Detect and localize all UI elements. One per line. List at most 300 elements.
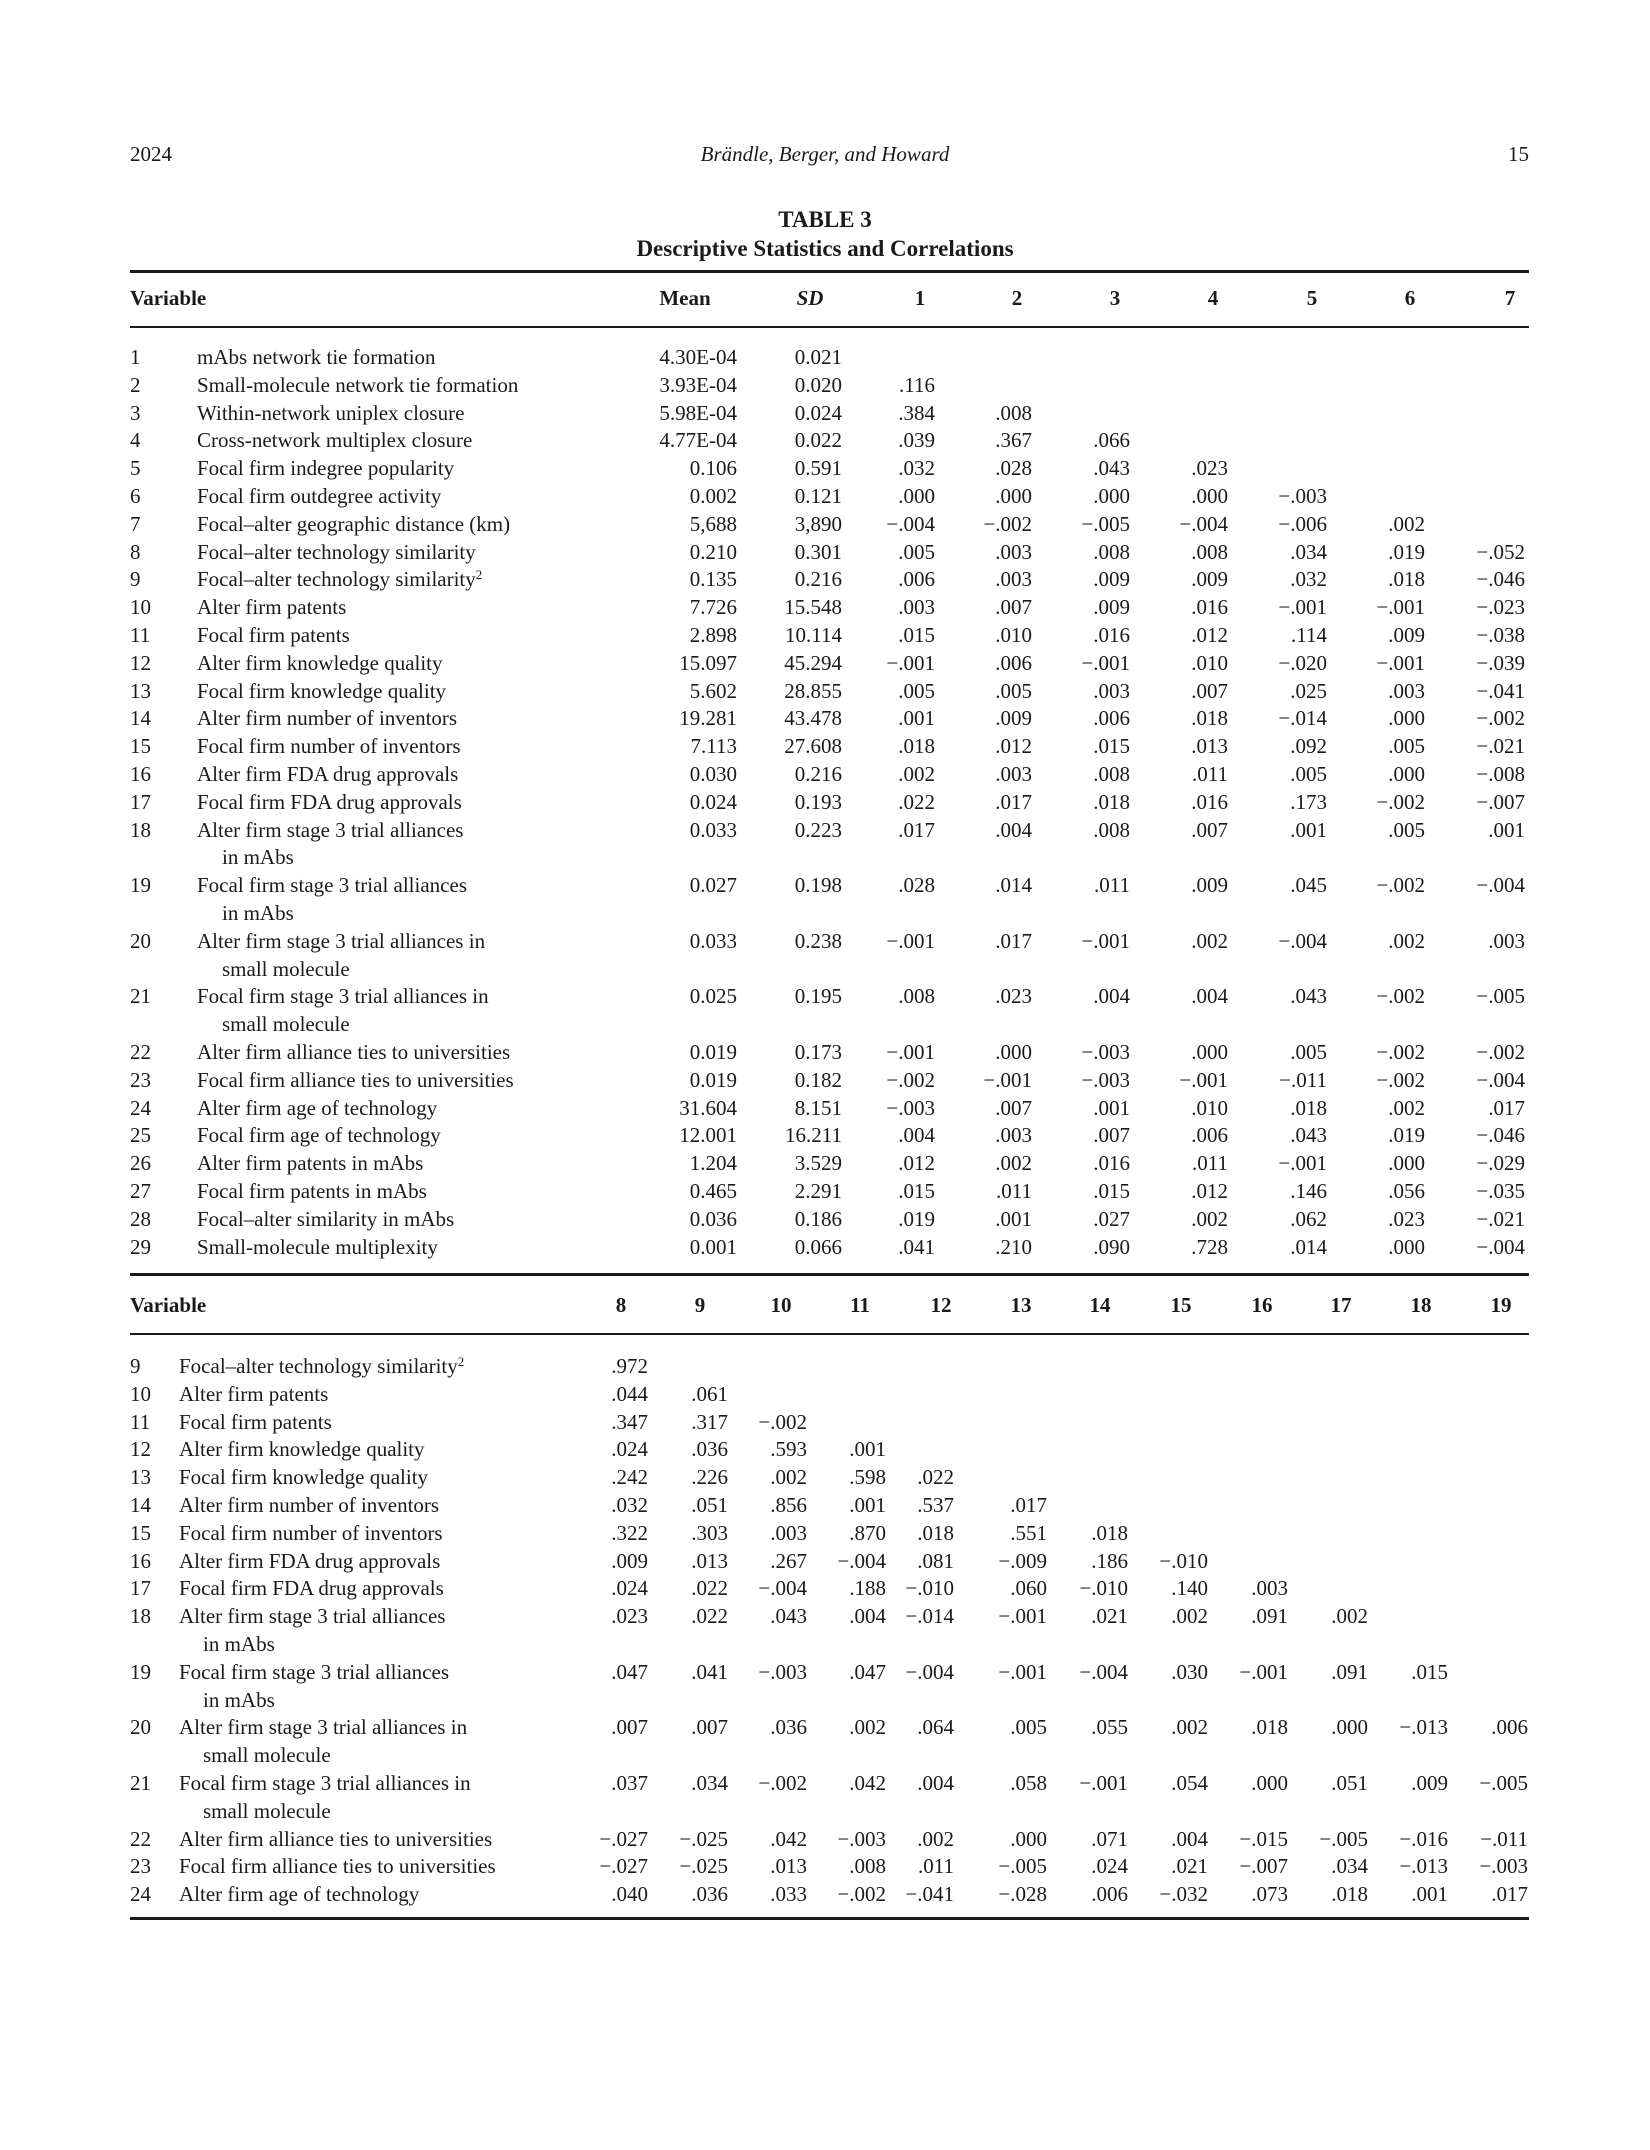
col-head-7: 7 [1504, 286, 1516, 310]
corr-value: −.001 [1376, 595, 1425, 620]
mean-value: 15.097 [679, 650, 737, 675]
corr-value: .007 [995, 595, 1032, 620]
row-number: 28 [130, 1206, 151, 1231]
variable-name-cont: in mAbs [222, 845, 294, 870]
sd-value: 0.238 [794, 928, 842, 953]
corr-value: .008 [1093, 539, 1130, 564]
corr-value: .055 [1091, 1715, 1128, 1740]
corr-value: .003 [1093, 678, 1130, 703]
variable-label: Focal firm stage 3 trial alliances [197, 873, 467, 898]
corr-value: .007 [1093, 1123, 1130, 1148]
corr-value: .006 [1091, 1882, 1128, 1907]
corr-value: .210 [995, 1234, 1032, 1259]
corr-value: .019 [1388, 1123, 1425, 1148]
corr-value: −.021 [1476, 734, 1525, 759]
corr-value: .009 [1411, 1771, 1448, 1795]
corr-value: −.004 [1079, 1659, 1128, 1684]
corr-value: −.002 [837, 1882, 886, 1907]
variable-name [197, 426, 472, 454]
corr-value: −.001 [1278, 595, 1327, 620]
corr-value: −.002 [983, 511, 1032, 536]
corr-value: −.001 [1081, 650, 1130, 675]
variable-label: Focal firm stage 3 trial alliances in [179, 1771, 471, 1795]
corr-value: .006 [1093, 706, 1130, 731]
corr-value: .030 [1171, 1659, 1208, 1684]
corr-value: .009 [995, 706, 1032, 731]
corr-value: .012 [995, 734, 1032, 759]
variable-name [179, 1880, 419, 1908]
corr-value: .032 [898, 456, 935, 481]
corr-value: −.041 [1476, 678, 1525, 703]
corr-value: .598 [849, 1465, 886, 1490]
col-head-6: 6 [1404, 286, 1416, 310]
variable-name [179, 1519, 443, 1547]
corr-value: −.005 [1081, 511, 1130, 536]
variable-label: Alter firm knowledge quality [179, 1437, 425, 1462]
variable-label: Focal firm alliance ties to universities [197, 1067, 514, 1092]
corr-value: .016 [1191, 789, 1228, 814]
variable-label: Alter firm alliance ties to universities [197, 1040, 511, 1064]
corr-value: .036 [770, 1715, 807, 1740]
variable-name-cont: in mAbs [222, 900, 294, 925]
variable-label: Focal firm patents in mAbs [197, 1179, 427, 1203]
corr-value: .003 [995, 567, 1032, 592]
variable-name [197, 982, 489, 1010]
corr-value: −.001 [998, 1659, 1047, 1684]
variable-label: Focal firm knowledge quality [179, 1465, 429, 1490]
corr-value: −.007 [1476, 789, 1525, 814]
corr-value: .071 [1091, 1826, 1128, 1851]
variable-label: Focal firm FDA drug approvals [179, 1576, 444, 1601]
corr-value: .018 [1331, 1882, 1368, 1907]
sd-value: 0.021 [794, 345, 842, 369]
corr-value: .004 [995, 817, 1032, 842]
corr-value: .062 [1290, 1206, 1327, 1231]
variable-label: Alter firm FDA drug approvals [179, 1548, 441, 1573]
corr-value: .015 [1093, 1179, 1130, 1203]
col-head-17: 17 [1330, 1293, 1352, 1317]
corr-value: .226 [691, 1465, 728, 1490]
variable-name-cont: small molecule [203, 1743, 331, 1768]
corr-value: .002 [1388, 1095, 1425, 1120]
corr-value: .593 [770, 1437, 807, 1462]
corr-value: .022 [691, 1576, 728, 1601]
corr-value: .014 [995, 873, 1032, 898]
corr-value: .040 [611, 1882, 648, 1907]
variable-name [179, 1713, 467, 1741]
corr-value: .019 [898, 1206, 935, 1231]
row-number: 23 [130, 1067, 151, 1092]
col-head-16: 16 [1251, 1293, 1273, 1317]
corr-value: .009 [1191, 567, 1228, 592]
corr-value: .032 [1290, 567, 1327, 592]
variable-name [197, 704, 457, 732]
row-number: 18 [130, 817, 151, 842]
corr-value: −.004 [1476, 1234, 1525, 1259]
corr-value: .003 [995, 762, 1032, 786]
variable-name [197, 732, 461, 760]
corr-value: .008 [1093, 817, 1130, 842]
corr-value: .073 [1251, 1882, 1288, 1907]
mean-value: 0.033 [689, 928, 737, 953]
corr-value: −.007 [1239, 1854, 1288, 1879]
corr-value: .004 [898, 1123, 935, 1148]
sd-value: 0.193 [794, 789, 842, 814]
row-number: 24 [130, 1095, 151, 1120]
col-head-variable: Variable [130, 286, 207, 310]
corr-value: −.011 [1480, 1826, 1528, 1851]
corr-value: .000 [1251, 1771, 1288, 1795]
row-number: 9 [130, 567, 141, 592]
corr-value: .015 [1411, 1659, 1448, 1684]
variable-name [197, 343, 436, 371]
corr-value: .042 [849, 1771, 886, 1795]
corr-value: −.003 [1479, 1854, 1528, 1879]
corr-value: .015 [898, 623, 935, 647]
variable-label: Within-network uniplex closure [197, 400, 465, 425]
corr-value: −.010 [905, 1576, 954, 1601]
corr-value: .018 [1091, 1520, 1128, 1545]
corr-value: −.035 [1476, 1179, 1525, 1203]
sd-value: 45.294 [784, 650, 842, 675]
corr-value: .347 [611, 1409, 648, 1434]
variable-label: Focal firm knowledge quality [197, 678, 447, 703]
corr-value: .043 [770, 1604, 807, 1629]
corr-value: .008 [1093, 762, 1130, 786]
sd-value: 0.173 [794, 1040, 842, 1064]
corr-value: .091 [1251, 1604, 1288, 1629]
corr-value: .006 [1191, 1123, 1228, 1148]
variable-name [197, 816, 463, 844]
corr-value: .023 [995, 984, 1032, 1009]
corr-value: .008 [995, 400, 1032, 425]
corr-value: .023 [1388, 1206, 1425, 1231]
variable-name [179, 1491, 439, 1519]
corr-value: −.001 [983, 1067, 1032, 1092]
corr-value: .002 [1331, 1604, 1368, 1629]
corr-value: .017 [1491, 1882, 1528, 1907]
corr-value: .041 [898, 1234, 935, 1259]
corr-value: .002 [898, 762, 935, 786]
row-number: 21 [130, 1771, 151, 1795]
corr-value: .011 [1094, 873, 1130, 898]
corr-value: −.001 [1278, 1151, 1327, 1176]
row-number: 6 [130, 484, 141, 508]
corr-value: −.002 [1376, 789, 1425, 814]
corr-value: −.004 [1179, 511, 1228, 536]
row-number: 8 [130, 539, 141, 564]
corr-value: −.002 [1376, 1040, 1425, 1064]
variable-name [179, 1547, 440, 1575]
corr-value: −.039 [1476, 650, 1525, 675]
variable-name [179, 1658, 449, 1686]
row-number: 22 [130, 1826, 151, 1851]
corr-value: .056 [1388, 1179, 1425, 1203]
corr-value: .010 [1191, 1095, 1228, 1120]
corr-value: .972 [611, 1354, 648, 1378]
corr-value: .116 [899, 372, 935, 397]
corr-value: −.025 [679, 1826, 728, 1851]
col-head-10: 10 [770, 1293, 792, 1317]
corr-value: −.003 [758, 1659, 807, 1684]
corr-value: −.020 [1278, 650, 1327, 675]
corr-value: .000 [1191, 484, 1228, 508]
corr-value: .012 [898, 1151, 935, 1176]
col-head-variable-2: Variable [130, 1293, 207, 1317]
corr-value: .188 [849, 1576, 886, 1601]
rule-bottom [130, 1917, 1529, 1920]
variable-name [197, 788, 462, 816]
corr-value: −.003 [886, 1095, 935, 1120]
row-number: 4 [130, 428, 141, 453]
variable-label: Alter firm patents [197, 595, 347, 620]
corr-value: .856 [770, 1493, 807, 1517]
variable-label: Focal–alter geographic distance (km) [197, 511, 511, 536]
variable-name [197, 1038, 510, 1066]
variable-label: Alter firm age of technology [197, 1095, 438, 1120]
row-number: 20 [130, 1715, 151, 1740]
corr-value: −.001 [886, 650, 935, 675]
corr-value: .064 [917, 1715, 954, 1740]
mean-value: 7.113 [690, 734, 737, 759]
corr-value: .005 [1388, 817, 1425, 842]
corr-value: .090 [1093, 1234, 1130, 1259]
corr-value: −.010 [1079, 1576, 1128, 1601]
corr-value: −.011 [1279, 1067, 1327, 1092]
variable-name-cont: small molecule [222, 1012, 350, 1037]
corr-value: −.005 [1476, 984, 1525, 1009]
corr-value: .002 [849, 1715, 886, 1740]
sd-value: 16.211 [785, 1123, 842, 1148]
row-number: 14 [130, 1493, 151, 1517]
row-number: 1 [130, 345, 141, 369]
corr-value: .018 [1191, 706, 1228, 731]
superscript: 2 [475, 567, 483, 583]
variable-name [197, 677, 446, 705]
corr-value: .007 [1191, 817, 1228, 842]
row-number: 19 [130, 873, 151, 898]
corr-value: −.052 [1476, 539, 1525, 564]
corr-value: .023 [1191, 456, 1228, 481]
corr-value: .015 [1093, 734, 1130, 759]
mean-value: 0.030 [689, 762, 737, 786]
corr-value: .027 [1093, 1206, 1130, 1231]
corr-value: .034 [1290, 539, 1327, 564]
corr-value: .022 [691, 1604, 728, 1629]
corr-value: .000 [1388, 762, 1425, 786]
variable-label: Alter firm stage 3 trial alliances [179, 1604, 446, 1629]
variable-label: Alter firm patents [179, 1381, 329, 1406]
corr-value: −.004 [837, 1548, 886, 1573]
corr-value: .006 [898, 567, 935, 592]
sd-value: 0.301 [794, 539, 842, 564]
mean-value: 31.604 [679, 1095, 737, 1120]
sd-value: 10.114 [785, 623, 842, 647]
mean-value: 0.025 [689, 984, 737, 1009]
corr-value: .004 [917, 1771, 954, 1795]
corr-value: .000 [1388, 706, 1425, 731]
corr-value: −.005 [1319, 1826, 1368, 1851]
corr-value: −.025 [679, 1854, 728, 1879]
variable-label: Focal–alter technology similarity [197, 567, 476, 592]
corr-value: −.002 [1476, 706, 1525, 731]
corr-value: .005 [898, 678, 935, 703]
corr-value: .004 [1171, 1826, 1208, 1851]
corr-value: .043 [1290, 1123, 1327, 1148]
corr-value: .013 [1191, 734, 1228, 759]
corr-value: .006 [1491, 1715, 1528, 1740]
mean-value: 0.019 [689, 1067, 737, 1092]
mean-value: 2.898 [689, 623, 737, 647]
variable-label: mAbs network tie formation [197, 345, 436, 369]
corr-value: .017 [995, 789, 1032, 814]
corr-value: .001 [1411, 1882, 1448, 1907]
corr-value: −.004 [1278, 928, 1327, 953]
corr-value: .367 [995, 428, 1032, 453]
corr-value: .043 [1290, 984, 1327, 1009]
sd-value: 0.020 [794, 372, 842, 397]
col-head-sd: SD [796, 286, 824, 310]
corr-value: .017 [1488, 1095, 1525, 1120]
corr-value: .003 [898, 595, 935, 620]
variable-label: Alter firm number of inventors [197, 706, 458, 731]
mean-value: 0.019 [689, 1040, 737, 1064]
corr-value: .018 [1290, 1095, 1327, 1120]
corr-value: .000 [1331, 1715, 1368, 1740]
corr-value: .016 [1191, 595, 1228, 620]
corr-value: .002 [995, 1151, 1032, 1176]
row-number: 25 [130, 1123, 151, 1148]
corr-value: .011 [1192, 762, 1228, 786]
corr-value: .267 [770, 1548, 807, 1573]
sd-value: 0.186 [794, 1206, 842, 1231]
mean-value: 5.602 [689, 678, 737, 703]
row-number: 15 [130, 734, 151, 759]
variable-name [179, 1408, 332, 1436]
corr-value: .008 [849, 1854, 886, 1879]
table-label: TABLE 3 [778, 207, 872, 232]
col-head-3: 3 [1109, 286, 1121, 310]
row-number: 17 [130, 789, 151, 814]
col-head-18: 18 [1410, 1293, 1432, 1317]
row-number: 23 [130, 1854, 151, 1879]
corr-value: .012 [1191, 1179, 1228, 1203]
rule-top [130, 270, 1529, 273]
corr-value: .001 [898, 706, 935, 731]
corr-value: −.005 [998, 1854, 1047, 1879]
corr-value: −.006 [1278, 511, 1327, 536]
corr-value: .054 [1171, 1771, 1208, 1795]
corr-value: .000 [898, 484, 935, 508]
corr-value: .013 [691, 1548, 728, 1573]
variable-label: Focal firm indegree popularity [197, 456, 455, 481]
mean-value: 7.726 [689, 595, 737, 620]
col-head-5: 5 [1306, 286, 1318, 310]
variable-label: Alter firm knowledge quality [197, 650, 443, 675]
corr-value: .018 [1093, 789, 1130, 814]
row-number: 20 [130, 928, 151, 953]
corr-value: −.002 [1376, 873, 1425, 898]
corr-value: .146 [1290, 1179, 1327, 1203]
variable-label: Alter firm FDA drug approvals [197, 762, 459, 786]
corr-value: .000 [1010, 1826, 1047, 1851]
corr-value: .004 [1093, 984, 1130, 1009]
col-head-19: 19 [1490, 1293, 1512, 1317]
corr-value: .009 [1093, 567, 1130, 592]
corr-value: .551 [1010, 1520, 1047, 1545]
variable-label: Cross-network multiplex closure [197, 428, 473, 453]
corr-value: .061 [691, 1381, 728, 1406]
sd-value: 0.182 [794, 1067, 842, 1092]
row-number: 5 [130, 456, 141, 481]
variable-name [197, 399, 464, 427]
col-head-1: 1 [914, 286, 926, 310]
col-head-15: 15 [1170, 1293, 1192, 1317]
corr-value: .002 [1171, 1604, 1208, 1629]
variable-label: Alter firm alliance ties to universities [179, 1826, 493, 1851]
row-number: 17 [130, 1576, 151, 1601]
corr-value: .009 [1191, 873, 1228, 898]
corr-value: −.003 [837, 1826, 886, 1851]
corr-value: −.021 [1476, 1206, 1525, 1231]
variable-label: Focal firm outdegree activity [197, 484, 442, 508]
row-number: 11 [130, 623, 151, 647]
variable-name-cont: small molecule [203, 1798, 331, 1823]
corr-value: .028 [995, 456, 1032, 481]
corr-value: .003 [995, 539, 1032, 564]
corr-value: .002 [1388, 511, 1425, 536]
variable-label: Focal–alter similarity in mAbs [197, 1206, 455, 1231]
corr-value: −.027 [599, 1826, 648, 1851]
corr-value: .011 [918, 1854, 954, 1879]
corr-value: .045 [1290, 873, 1327, 898]
corr-value: −.038 [1476, 623, 1525, 647]
corr-value: .007 [611, 1715, 648, 1740]
corr-value: .023 [611, 1604, 648, 1629]
corr-value: .728 [1191, 1234, 1228, 1259]
variable-name [197, 1233, 438, 1261]
row-number: 10 [130, 595, 151, 620]
variable-name [197, 621, 350, 649]
variable-label: Small-molecule network tie formation [197, 372, 519, 397]
variable-name [197, 482, 441, 510]
variable-name [197, 1205, 454, 1233]
corr-value: .021 [1171, 1854, 1208, 1879]
sd-value: 0.022 [794, 428, 842, 453]
sd-value: 0.223 [794, 817, 842, 842]
corr-value: .044 [611, 1381, 648, 1406]
sd-value: 0.216 [794, 762, 842, 786]
corr-value: .041 [691, 1659, 728, 1684]
col-head-11: 11 [850, 1293, 870, 1317]
corr-value: .002 [1191, 928, 1228, 953]
corr-value: .537 [917, 1493, 954, 1517]
sd-value: 0.024 [794, 400, 842, 425]
corr-value: .002 [1171, 1715, 1208, 1740]
corr-value: .004 [1191, 984, 1228, 1009]
variable-name [197, 871, 467, 899]
mean-value: 0.033 [689, 817, 737, 842]
corr-value: −.003 [1081, 1067, 1130, 1092]
corr-value: −.003 [1278, 484, 1327, 508]
row-number: 3 [130, 400, 141, 425]
variable-name [179, 1352, 464, 1380]
header-year: 2024 [130, 142, 172, 166]
variable-name [197, 927, 485, 955]
sd-value: 3.529 [794, 1151, 842, 1176]
corr-value: .034 [691, 1771, 728, 1795]
mean-value: 0.027 [689, 873, 737, 898]
